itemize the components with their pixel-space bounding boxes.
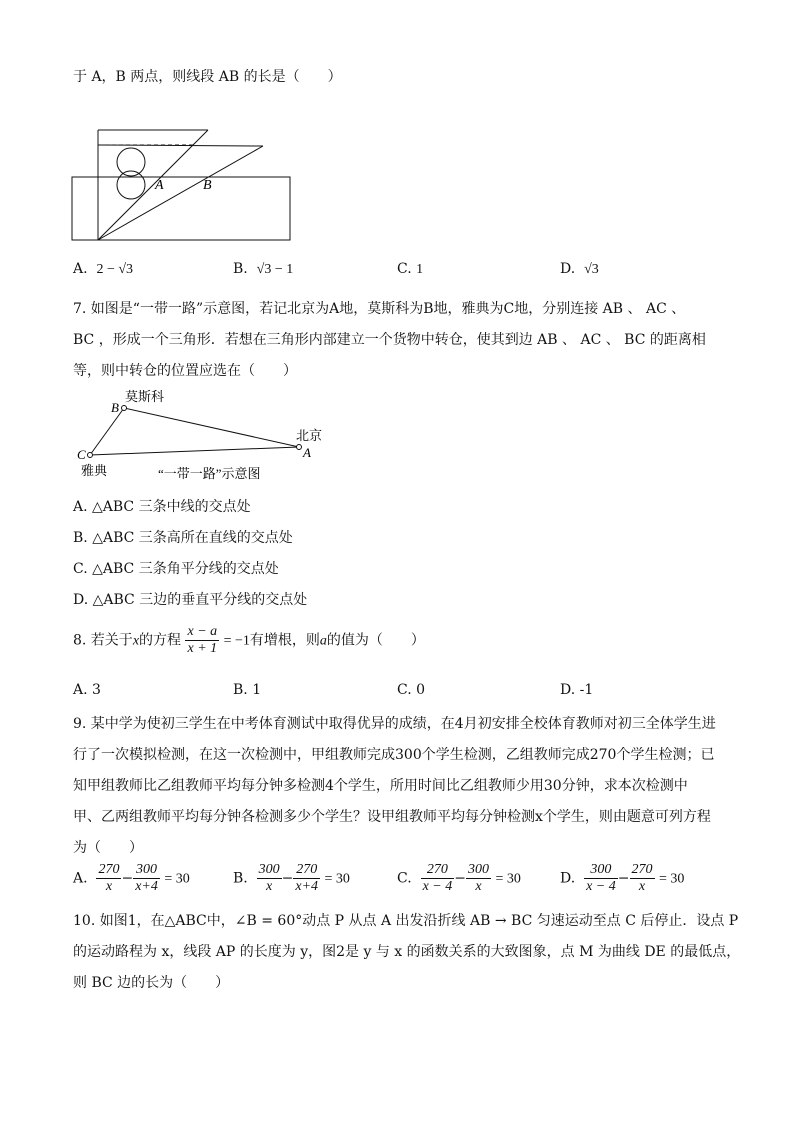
q8-option-a: A. 3 bbox=[73, 682, 101, 698]
q6-option-a: A. 2 − √3 bbox=[73, 261, 134, 277]
q8-option-d: D. -1 bbox=[560, 682, 594, 698]
q6-label-b: B bbox=[203, 178, 212, 193]
q9-option-c: C. $\frac{270}{x - 4}$ − $\frac{300}{x}$ = 30 bbox=[397, 862, 521, 894]
q8-option-b: B. 1 bbox=[233, 682, 262, 698]
q7-option-c: C. △ABC 三条角平分线的交点处 bbox=[73, 561, 279, 577]
q6-label-a: A bbox=[155, 178, 164, 193]
q9-line3: 知甲组教师比乙组教师平均每分钟多检测4个学生，所用时间比乙组教师少用30分钟，求本次检测中 bbox=[73, 778, 688, 794]
q8-fraction: $\frac{x - a}{x + 1}$ bbox=[187, 624, 218, 656]
q6-option-c: C. 1 bbox=[397, 261, 424, 277]
q8-stem: 8. 若关于x的方程 $\frac{x - a}{x + 1}$ = −1有增根，则a的值为（ ） bbox=[73, 624, 425, 656]
q7-line2: BC ，形成一个三角形．若想在三角形内部建立一个货物中转仓，使其到边 AB 、 AC 、 BC 的距离相 bbox=[73, 332, 706, 348]
q7-line1: 7. 如图是“一带一路”示意图，若记北京为A地，莫斯科为B地，雅典为C地，分别连接 AB 、 AC 、 bbox=[73, 301, 686, 317]
q7-label-b: B bbox=[111, 400, 119, 415]
q7-label-beijing: 北京 bbox=[296, 428, 323, 443]
q7-caption: “一带一路”示意图 bbox=[158, 466, 261, 481]
q9-line5: 为（ ） bbox=[73, 840, 143, 856]
q7-line3: 等，则中转仓的位置应选在（ ） bbox=[73, 363, 297, 379]
q9-option-d: D. $\frac{300}{x - 4}$ − $\frac{270}{x}$ = 30 bbox=[560, 862, 685, 894]
q7-option-d: D. △ABC 三边的垂直平分线的交点处 bbox=[73, 592, 308, 608]
q10-line1: 10. 如图1，在△ABC中，∠B = 60°动点 P 从点 A 出发沿折线 AB → BC 匀速运动至点 C 后停止．设点 P bbox=[73, 913, 739, 929]
q10-line3: 则 BC 边的长为（ ） bbox=[73, 975, 230, 991]
q6-stem-tail: 于 A，B 两点，则线段 AB 的长是（ ） bbox=[73, 69, 342, 85]
q9-option-b: B. $\frac{300}{x}$ − $\frac{270}{x+4}$ = 30 bbox=[233, 862, 350, 894]
q7-option-a: A. △ABC 三条中线的交点处 bbox=[73, 499, 251, 515]
q7-label-c: C bbox=[77, 447, 86, 462]
q8-option-c: C. 0 bbox=[397, 682, 426, 698]
q6-figure bbox=[70, 125, 295, 245]
q7-label-moscow: 莫斯科 bbox=[125, 389, 165, 404]
q7-figure bbox=[70, 385, 340, 485]
q9-line4: 甲、乙两组教师平均每分钟各检测多少个学生？设甲组教师平均每分钟检测x个学生，则由题意可列方程 bbox=[73, 809, 711, 825]
q7-label-a: A bbox=[303, 445, 311, 460]
q10-line2: 的运动路程为 x，线段 AP 的长度为 y，图2是 y 与 x 的函数关系的大致图象，点 M 为曲线 DE 的最低点， bbox=[73, 944, 741, 960]
q7-label-athens: 雅典 bbox=[81, 463, 108, 478]
q9-option-a: A. $\frac{270}{x}$ − $\frac{300}{x+4}$ = 30 bbox=[73, 862, 190, 894]
q9-line1: 9. 某中学为使初三学生在中考体育测试中取得优异的成绩，在4月初安排全校体育教师对初三全体学生进 bbox=[73, 716, 716, 732]
q6-option-b: B. √3 − 1 bbox=[233, 261, 294, 277]
q7-option-b: B. △ABC 三条高所在直线的交点处 bbox=[73, 530, 293, 546]
q6-option-d: D. √3 bbox=[560, 261, 599, 277]
q9-line2: 行了一次模拟检测，在这一次检测中，甲组教师完成300个学生检测，乙组教师完成270个学生检测；已 bbox=[73, 747, 715, 763]
